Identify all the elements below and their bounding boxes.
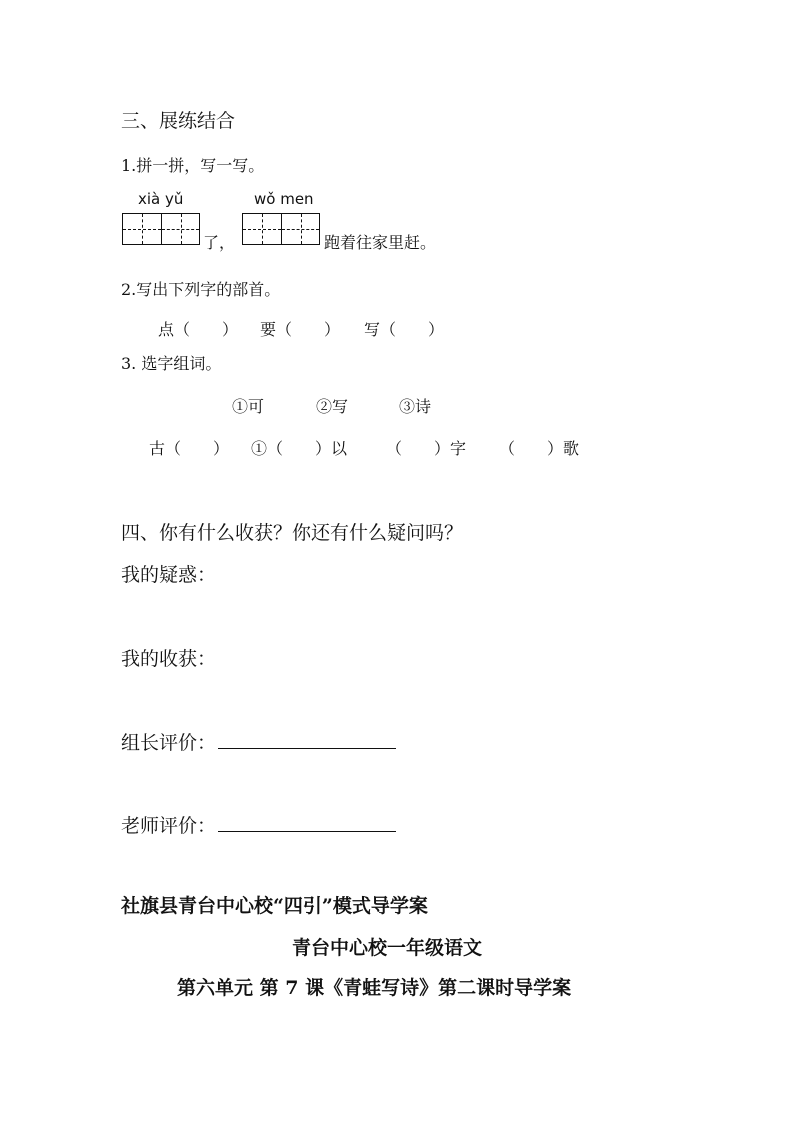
q3-blank: 古（ ） bbox=[149, 439, 230, 458]
q2-label: 2.写出下列字的部首。 bbox=[121, 280, 281, 299]
lesson-title: 第六单元 第 7 课《青蛙写诗》第二课时导学案 bbox=[177, 977, 572, 999]
leader-eval-line[interactable] bbox=[218, 736, 396, 749]
q2-item: 点（ ） bbox=[158, 320, 239, 339]
q2-item: 要（ ） bbox=[260, 320, 341, 339]
q1-label: 1.拼一拼，写一写。 bbox=[121, 156, 265, 175]
leader-eval-label: 组长评价： bbox=[121, 732, 217, 754]
grid-cell[interactable] bbox=[281, 214, 319, 244]
q3-option: ③诗 bbox=[399, 397, 432, 416]
q3-blank: ①（ ）以 bbox=[251, 439, 348, 458]
grid-cell[interactable] bbox=[161, 214, 199, 244]
gain-label: 我的收获： bbox=[121, 648, 217, 670]
grid-cell[interactable] bbox=[123, 214, 161, 244]
doubt-label: 我的疑惑： bbox=[121, 564, 217, 586]
q1-end-text: 跑着往家里赶。 bbox=[324, 233, 437, 252]
teacher-eval-row bbox=[121, 811, 396, 838]
school-title: 社旗县青台中心校“四引”模式导学案 bbox=[121, 895, 428, 917]
q3-blank: （ ）字 bbox=[386, 439, 467, 458]
q3-blank: （ ）歌 bbox=[499, 439, 580, 458]
teacher-eval-label: 老师评价： bbox=[121, 815, 217, 837]
teacher-eval-line[interactable] bbox=[218, 819, 396, 832]
writing-grid-2[interactable] bbox=[242, 213, 320, 245]
q3-option: ②写 bbox=[316, 397, 349, 416]
leader-eval-row bbox=[121, 728, 396, 755]
pinyin-xiayu: xià yǔ bbox=[138, 190, 184, 208]
q3-label: 3. 选字组词。 bbox=[121, 354, 222, 373]
q1-mid-text: 了， bbox=[203, 233, 236, 252]
q3-option: ①可 bbox=[232, 397, 265, 416]
section4-title: 四、你有什么收获？你还有什么疑问吗？ bbox=[121, 522, 464, 544]
pinyin-women: wǒ men bbox=[254, 190, 314, 208]
class-title: 青台中心校一年级语文 bbox=[292, 937, 483, 959]
q2-item: 写（ ） bbox=[364, 320, 445, 339]
writing-grid-1[interactable] bbox=[122, 213, 200, 245]
section3-title: 三、展练结合 bbox=[121, 110, 236, 132]
grid-cell[interactable] bbox=[243, 214, 281, 244]
